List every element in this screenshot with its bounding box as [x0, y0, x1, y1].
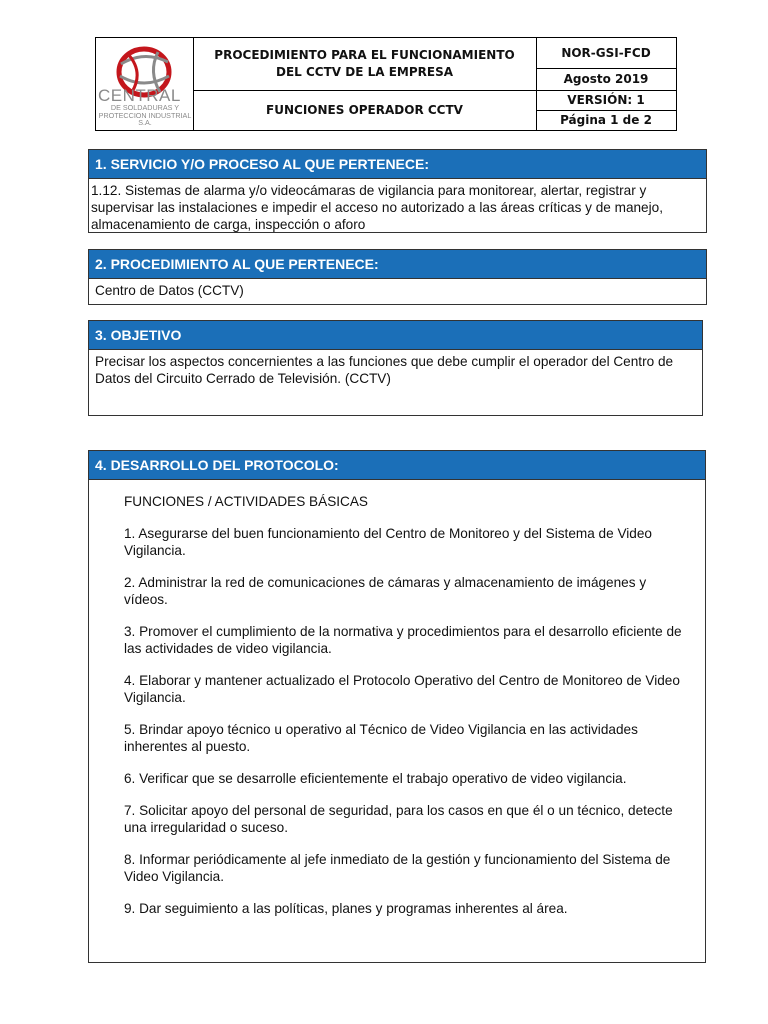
list-item: 4. Elaborar y mantener actualizado el Protocolo Operativo del Centro de Monitoreo de Video Vigilancia. [124, 673, 680, 705]
document-header-table [95, 37, 677, 131]
document-code: NOR-GSI-FCD [536, 38, 676, 69]
section-procedure [88, 249, 707, 305]
document-date: Agosto 2019 [536, 68, 676, 91]
section-protocol-development [88, 450, 706, 963]
document-title: PROCEDIMIENTO PARA EL FUNCIONAMIENTO DEL CCTV DE LA EMPRESA [214, 48, 515, 79]
section-service-process [88, 149, 707, 233]
section-heading: 2. PROCEDIMIENTO AL QUE PERTENECE: [89, 250, 706, 279]
header-title-cell [193, 38, 537, 130]
company-logo [96, 38, 194, 130]
document-subtitle: FUNCIONES OPERADOR CCTV [266, 102, 463, 117]
section-heading: 1. SERVICIO Y/O PROCESO AL QUE PERTENECE: [89, 150, 706, 179]
list-item: 9. Dar seguimiento a las políticas, planes y programas inherentes al área. [124, 901, 568, 916]
section-body: 1.12. Sistemas de alarma y/o videocámaras de vigilancia para monitorear, alertar, registrar y supervisar las instalaciones e impedir el acceso no autorizado a las áreas críticas y de manejo, almacenamiento de carga, inspección o aforo [91, 183, 663, 232]
list-item: 7. Solicitar apoyo del personal de seguridad, para los casos en que él o un técnico, detecte una irregularidad o suceso. [124, 803, 673, 835]
list-item: 2. Administrar la red de comunicaciones de cámaras y almacenamiento de imágenes y vídeos. [124, 575, 647, 607]
section-objective [88, 320, 703, 416]
section-body: Centro de Datos (CCTV) [95, 283, 244, 298]
section-heading: 3. OBJETIVO [89, 321, 702, 350]
list-item: 1. Asegurarse del buen funcionamiento del Centro de Monitoreo y del Sistema de Video Vigilancia. [124, 526, 652, 558]
document-version: VERSIÓN: 1 [536, 90, 676, 111]
list-item: 8. Informar periódicamente al jefe inmediato de la gestión y funcionamiento del Sistema de Video Vigilancia. [124, 852, 671, 884]
list-item: 3. Promover el cumplimiento de la normativa y procedimientos para el desarrollo eficiente de las actividades de video vigilancia. [124, 624, 682, 656]
list-item: 6. Verificar que se desarrolle eficientemente el trabajo operativo de video vigilancia. [124, 771, 627, 786]
page-indicator: Página 1 de 2 [560, 113, 652, 127]
functions-subheading: FUNCIONES / ACTIVIDADES BÁSICAS [124, 494, 368, 509]
logo-name-text: CENTRAL [98, 86, 181, 105]
list-item: 5. Brindar apoyo técnico u operativo al Técnico de Video Vigilancia en las actividades inherentes al puesto. [124, 722, 638, 754]
section-heading: 4. DESARROLLO DEL PROTOCOLO: [89, 451, 705, 480]
section-body: Precisar los aspectos concernientes a las funciones que debe cumplir el operador del Centro de Datos del Circuito Cerrado de Televisión. (CCTV) [95, 354, 674, 386]
logo-tagline: DE SOLDADURAS Y PROTECCION INDUSTRIAL S.A. [98, 103, 192, 127]
section-body [89, 480, 705, 917]
